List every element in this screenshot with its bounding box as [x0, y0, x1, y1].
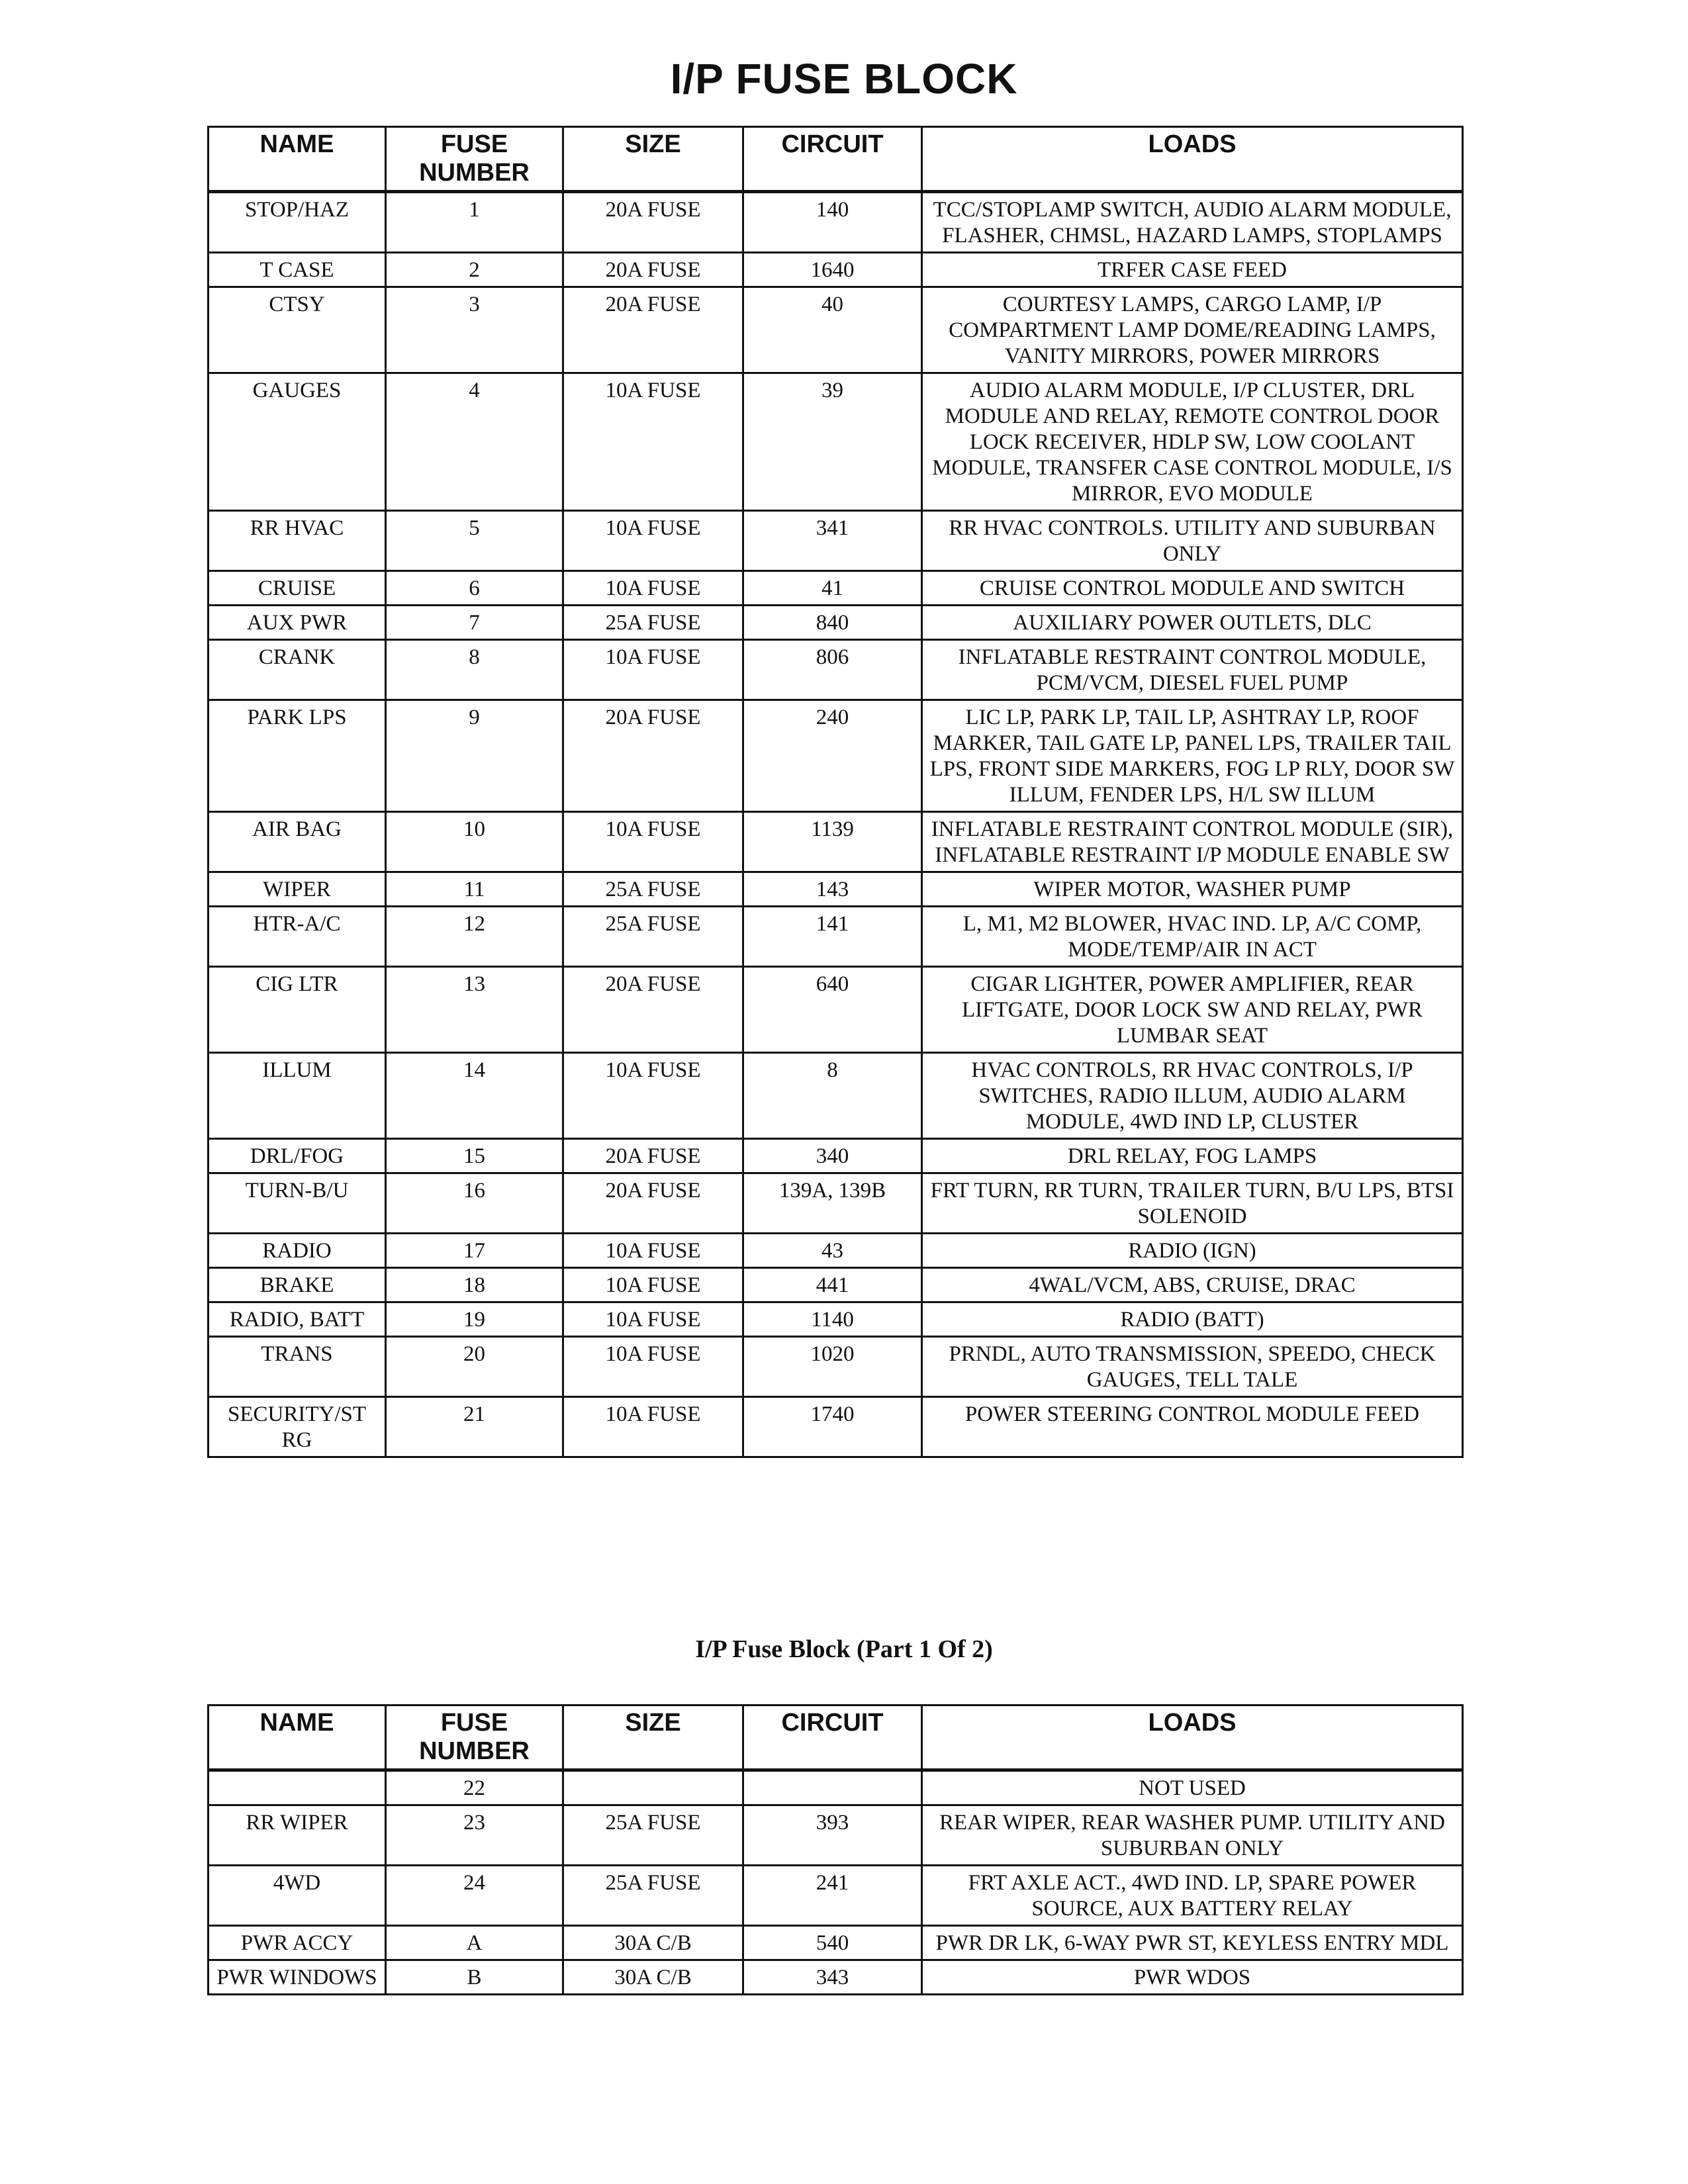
cell-loads: RADIO (BATT)	[922, 1302, 1463, 1337]
cell-loads: POWER STEERING CONTROL MODULE FEED	[922, 1397, 1463, 1457]
table-row	[209, 1268, 1463, 1302]
column-header-fuse-number: FUSE NUMBER	[386, 127, 563, 192]
table-caption: I/P Fuse Block (Part 1 Of 2)	[695, 1635, 993, 1663]
cell-size: 20A FUSE	[563, 192, 743, 253]
cell-loads: AUXILIARY POWER OUTLETS, DLC	[922, 606, 1463, 640]
cell-size: 10A FUSE	[563, 640, 743, 700]
cell-circuit: 343	[743, 1960, 922, 1995]
cell-name: CTSY	[209, 287, 386, 373]
cell-name: DRL/FOG	[209, 1139, 386, 1173]
cell-name: HTR-A/C	[209, 907, 386, 967]
cell-size: 25A FUSE	[563, 1866, 743, 1926]
cell-name: CRANK	[209, 640, 386, 700]
cell-circuit: 1020	[743, 1337, 922, 1397]
cell-name: STOP/HAZ	[209, 192, 386, 253]
table-row	[209, 1805, 1463, 1866]
cell-loads: INFLATABLE RESTRAINT CONTROL MODULE (SIR), INFLATABLE RESTRAINT I/P MODULE ENABLE SW	[922, 812, 1463, 872]
fuse-table-part-1	[207, 126, 1464, 1458]
cell-name: RADIO	[209, 1234, 386, 1268]
cell-loads: PWR DR LK, 6-WAY PWR ST, KEYLESS ENTRY MDL	[922, 1926, 1463, 1960]
column-header-size: SIZE	[563, 1706, 743, 1770]
cell-size: 10A FUSE	[563, 373, 743, 511]
cell-fuse-number: A	[386, 1926, 563, 1960]
table-row	[209, 1053, 1463, 1139]
cell-size: 25A FUSE	[563, 872, 743, 907]
table-row	[209, 907, 1463, 967]
cell-name: RADIO, BATT	[209, 1302, 386, 1337]
cell-circuit	[743, 1770, 922, 1805]
cell-fuse-number: 16	[386, 1173, 563, 1234]
cell-loads: AUDIO ALARM MODULE, I/P CLUSTER, DRL MODULE AND RELAY, REMOTE CONTROL DOOR LOCK RECEIVER, HDLP SW, LOW COOLANT MODULE, TRANSFER CASE CONTROL MODULE, I/S MIRROR, EVO MODULE	[922, 373, 1463, 511]
cell-name: 4WD	[209, 1866, 386, 1926]
cell-circuit: 1640	[743, 253, 922, 287]
cell-fuse-number: 22	[386, 1770, 563, 1805]
cell-circuit: 240	[743, 700, 922, 812]
cell-circuit: 40	[743, 287, 922, 373]
cell-circuit: 441	[743, 1268, 922, 1302]
cell-loads: PWR WDOS	[922, 1960, 1463, 1995]
cell-size: 20A FUSE	[563, 1139, 743, 1173]
cell-loads: COURTESY LAMPS, CARGO LAMP, I/P COMPARTMENT LAMP DOME/READING LAMPS, VANITY MIRRORS, POWER MIRRORS	[922, 287, 1463, 373]
cell-loads: FRT AXLE ACT., 4WD IND. LP, SPARE POWER SOURCE, AUX BATTERY RELAY	[922, 1866, 1463, 1926]
cell-fuse-number: 9	[386, 700, 563, 812]
cell-loads: LIC LP, PARK LP, TAIL LP, ASHTRAY LP, ROOF MARKER, TAIL GATE LP, PANEL LPS, TRAILER TAIL LPS, FRONT SIDE MARKERS, FOG LP RLY, DOOR SW ILLUM, FENDER LPS, H/L SW ILLUM	[922, 700, 1463, 812]
cell-size: 25A FUSE	[563, 606, 743, 640]
table-row	[209, 511, 1463, 571]
column-header-circuit: CIRCUIT	[743, 127, 922, 192]
column-header-fuse-number: FUSE NUMBER	[386, 1706, 563, 1770]
cell-size: 10A FUSE	[563, 511, 743, 571]
cell-circuit: 139A, 139B	[743, 1173, 922, 1234]
cell-size: 25A FUSE	[563, 1805, 743, 1866]
cell-loads: L, M1, M2 BLOWER, HVAC IND. LP, A/C COMP, MODE/TEMP/AIR IN ACT	[922, 907, 1463, 967]
cell-circuit: 1740	[743, 1397, 922, 1457]
cell-loads: FRT TURN, RR TURN, TRAILER TURN, B/U LPS, BTSI SOLENOID	[922, 1173, 1463, 1234]
cell-fuse-number: 14	[386, 1053, 563, 1139]
cell-fuse-number: 10	[386, 812, 563, 872]
cell-name: T CASE	[209, 253, 386, 287]
cell-size: 10A FUSE	[563, 1053, 743, 1139]
cell-fuse-number: 6	[386, 571, 563, 606]
cell-fuse-number: 24	[386, 1866, 563, 1926]
cell-name: GAUGES	[209, 373, 386, 511]
cell-size: 20A FUSE	[563, 253, 743, 287]
table-row	[209, 606, 1463, 640]
cell-loads: TRFER CASE FEED	[922, 253, 1463, 287]
cell-circuit: 141	[743, 907, 922, 967]
cell-fuse-number: 12	[386, 907, 563, 967]
cell-circuit: 43	[743, 1234, 922, 1268]
cell-fuse-number: 11	[386, 872, 563, 907]
cell-fuse-number: 8	[386, 640, 563, 700]
table-header-row	[209, 1706, 1463, 1770]
cell-circuit: 840	[743, 606, 922, 640]
cell-loads: NOT USED	[922, 1770, 1463, 1805]
cell-name: CRUISE	[209, 571, 386, 606]
cell-circuit: 341	[743, 511, 922, 571]
cell-circuit: 39	[743, 373, 922, 511]
fuse-table-part-2	[207, 1704, 1464, 1995]
cell-fuse-number: 7	[386, 606, 563, 640]
cell-name: RR WIPER	[209, 1805, 386, 1866]
table-row	[209, 1866, 1463, 1926]
cell-size: 20A FUSE	[563, 700, 743, 812]
column-header-loads: LOADS	[922, 127, 1463, 192]
cell-fuse-number: 4	[386, 373, 563, 511]
cell-circuit: 8	[743, 1053, 922, 1139]
cell-loads: REAR WIPER, REAR WASHER PUMP. UTILITY AND SUBURBAN ONLY	[922, 1805, 1463, 1866]
cell-loads: DRL RELAY, FOG LAMPS	[922, 1139, 1463, 1173]
column-header-size: SIZE	[563, 127, 743, 192]
cell-size: 10A FUSE	[563, 571, 743, 606]
cell-circuit: 41	[743, 571, 922, 606]
cell-fuse-number: 18	[386, 1268, 563, 1302]
cell-name: CIG LTR	[209, 967, 386, 1053]
cell-size: 10A FUSE	[563, 812, 743, 872]
cell-loads: RADIO (IGN)	[922, 1234, 1463, 1268]
cell-loads: PRNDL, AUTO TRANSMISSION, SPEEDO, CHECK GAUGES, TELL TALE	[922, 1337, 1463, 1397]
cell-fuse-number: 23	[386, 1805, 563, 1866]
cell-name: ILLUM	[209, 1053, 386, 1139]
cell-fuse-number: B	[386, 1960, 563, 1995]
cell-size: 10A FUSE	[563, 1397, 743, 1457]
table-row	[209, 571, 1463, 606]
table-row	[209, 700, 1463, 812]
cell-loads: CRUISE CONTROL MODULE AND SWITCH	[922, 571, 1463, 606]
page-title: I/P FUSE BLOCK	[670, 55, 1018, 103]
cell-fuse-number: 21	[386, 1397, 563, 1457]
cell-size: 20A FUSE	[563, 967, 743, 1053]
cell-name: TURN-B/U	[209, 1173, 386, 1234]
cell-size: 25A FUSE	[563, 907, 743, 967]
cell-circuit: 1140	[743, 1302, 922, 1337]
table-row	[209, 640, 1463, 700]
cell-size: 20A FUSE	[563, 287, 743, 373]
table-row	[209, 812, 1463, 872]
cell-loads: TCC/STOPLAMP SWITCH, AUDIO ALARM MODULE, FLASHER, CHMSL, HAZARD LAMPS, STOPLAMPS	[922, 192, 1463, 253]
cell-fuse-number: 19	[386, 1302, 563, 1337]
cell-name: SECURITY/ST RG	[209, 1397, 386, 1457]
cell-name: AIR BAG	[209, 812, 386, 872]
table-header-row	[209, 127, 1463, 192]
cell-size: 10A FUSE	[563, 1268, 743, 1302]
column-header-name: NAME	[209, 1706, 386, 1770]
cell-fuse-number: 15	[386, 1139, 563, 1173]
table-row	[209, 1926, 1463, 1960]
table-row	[209, 872, 1463, 907]
cell-name: PWR WINDOWS	[209, 1960, 386, 1995]
cell-size: 10A FUSE	[563, 1337, 743, 1397]
table-row	[209, 1234, 1463, 1268]
cell-loads: HVAC CONTROLS, RR HVAC CONTROLS, I/P SWITCHES, RADIO ILLUM, AUDIO ALARM MODULE, 4WD IND LP, CLUSTER	[922, 1053, 1463, 1139]
cell-circuit: 806	[743, 640, 922, 700]
cell-loads: INFLATABLE RESTRAINT CONTROL MODULE, PCM/VCM, DIESEL FUEL PUMP	[922, 640, 1463, 700]
table-row	[209, 1960, 1463, 1995]
column-header-circuit: CIRCUIT	[743, 1706, 922, 1770]
table-row	[209, 1173, 1463, 1234]
cell-circuit: 143	[743, 872, 922, 907]
cell-size: 20A FUSE	[563, 1173, 743, 1234]
column-header-loads: LOADS	[922, 1706, 1463, 1770]
cell-circuit: 340	[743, 1139, 922, 1173]
table-row	[209, 1770, 1463, 1805]
table-row	[209, 192, 1463, 253]
cell-name	[209, 1770, 386, 1805]
cell-size: 30A C/B	[563, 1926, 743, 1960]
cell-fuse-number: 2	[386, 253, 563, 287]
cell-circuit: 1139	[743, 812, 922, 872]
cell-fuse-number: 3	[386, 287, 563, 373]
cell-name: AUX PWR	[209, 606, 386, 640]
cell-circuit: 540	[743, 1926, 922, 1960]
cell-name: RR HVAC	[209, 511, 386, 571]
cell-fuse-number: 17	[386, 1234, 563, 1268]
table-row	[209, 967, 1463, 1053]
cell-circuit: 640	[743, 967, 922, 1053]
cell-circuit: 393	[743, 1805, 922, 1866]
table-row	[209, 253, 1463, 287]
cell-fuse-number: 5	[386, 511, 563, 571]
cell-name: PARK LPS	[209, 700, 386, 812]
cell-fuse-number: 13	[386, 967, 563, 1053]
cell-fuse-number: 1	[386, 192, 563, 253]
cell-size	[563, 1770, 743, 1805]
cell-name: BRAKE	[209, 1268, 386, 1302]
table-row	[209, 287, 1463, 373]
table-row	[209, 1337, 1463, 1397]
cell-loads: RR HVAC CONTROLS. UTILITY AND SUBURBAN ONLY	[922, 511, 1463, 571]
cell-circuit: 241	[743, 1866, 922, 1926]
cell-size: 10A FUSE	[563, 1234, 743, 1268]
table-row	[209, 1397, 1463, 1457]
table-row	[209, 1302, 1463, 1337]
cell-size: 30A C/B	[563, 1960, 743, 1995]
table-row	[209, 1139, 1463, 1173]
cell-fuse-number: 20	[386, 1337, 563, 1397]
cell-name: TRANS	[209, 1337, 386, 1397]
cell-circuit: 140	[743, 192, 922, 253]
cell-name: WIPER	[209, 872, 386, 907]
table-row	[209, 373, 1463, 511]
cell-size: 10A FUSE	[563, 1302, 743, 1337]
cell-loads: WIPER MOTOR, WASHER PUMP	[922, 872, 1463, 907]
cell-loads: 4WAL/VCM, ABS, CRUISE, DRAC	[922, 1268, 1463, 1302]
column-header-name: NAME	[209, 127, 386, 192]
cell-name: PWR ACCY	[209, 1926, 386, 1960]
cell-loads: CIGAR LIGHTER, POWER AMPLIFIER, REAR LIFTGATE, DOOR LOCK SW AND RELAY, PWR LUMBAR SEAT	[922, 967, 1463, 1053]
